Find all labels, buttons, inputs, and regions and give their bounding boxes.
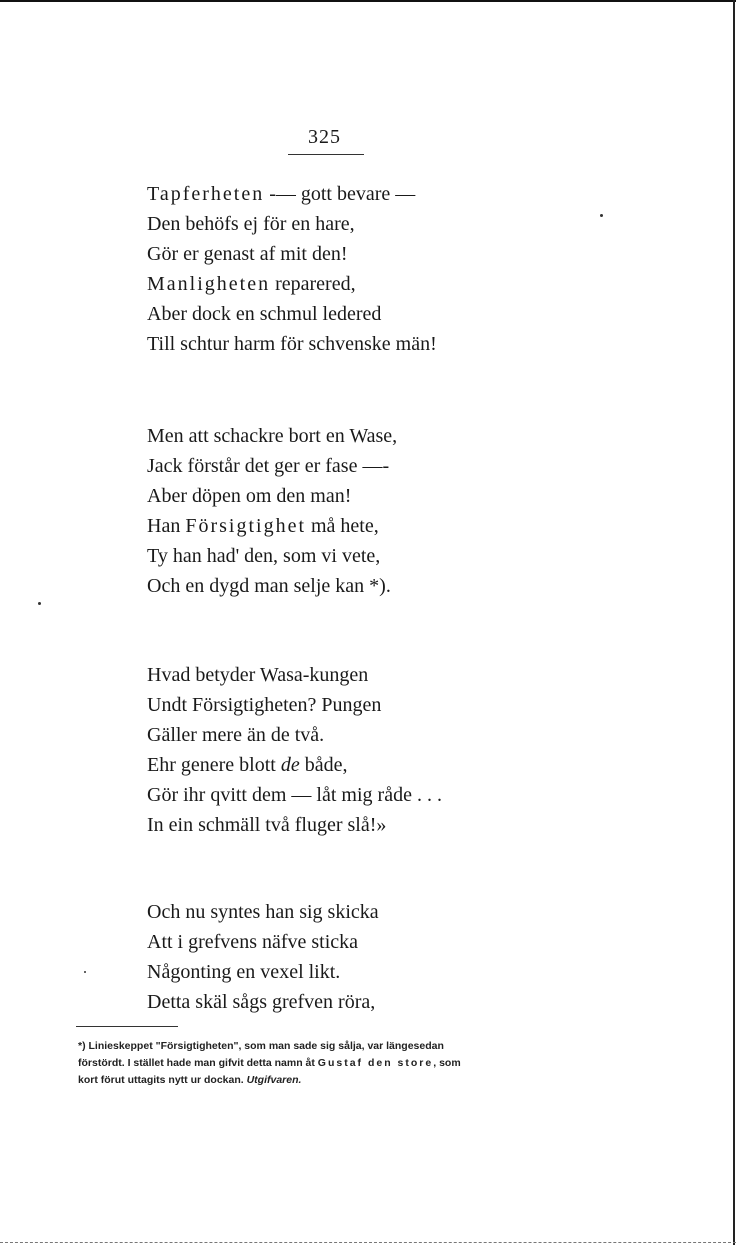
text-run: Jack förstår det ger er fase —- — [147, 455, 390, 477]
page-border-right — [733, 0, 735, 1245]
verse-line — [147, 541, 397, 571]
verse-line — [147, 690, 442, 720]
verse-line — [147, 987, 379, 1017]
stanza-4 — [147, 897, 379, 1017]
text-run: Gör er genast af mit den! — [147, 243, 348, 265]
text-run: kort förut uttagits nytt ur dockan. — [78, 1074, 247, 1086]
verse-line — [147, 897, 379, 927]
verse-line — [147, 421, 397, 451]
page-number: 325 — [308, 126, 341, 148]
text-run: Gäller mere än de två. — [147, 724, 325, 746]
page-border-bottom — [0, 1242, 736, 1244]
print-speck — [38, 602, 41, 605]
stanza-3 — [147, 660, 442, 840]
text-run: Och nu syntes han sig skicka — [147, 901, 379, 923]
text-run: , som — [433, 1057, 461, 1069]
page-number-rule — [288, 154, 364, 155]
text-run: reparered, — [270, 273, 356, 295]
text-run: *) Linieskeppet "Försigtigheten", som man sade sig sålja, var längesedan — [78, 1040, 444, 1052]
text-run: Till schtur harm för schvenske män! — [147, 333, 437, 355]
text-run: Aber döpen om den man! — [147, 485, 352, 507]
text-run: förstördt. I stället hade man gifvit detta namn åt — [78, 1057, 318, 1069]
text-run: både, — [299, 754, 348, 776]
text-run: Och en dygd man selje kan *). — [147, 575, 391, 597]
text-run: Att i grefvens näfve sticka — [147, 931, 359, 953]
text-run: Gör ihr qvitt dem — låt mig råde . . . — [147, 784, 442, 806]
verse-line — [147, 299, 437, 329]
text-run: Men att schackre bort en Wase, — [147, 425, 398, 447]
text-run: Aber dock en schmul ledered — [147, 303, 382, 325]
verse-line — [147, 329, 437, 359]
text-run: Någonting en vexel likt. — [147, 961, 341, 983]
text-run: In ein schmäll två fluger slå!» — [147, 814, 387, 836]
stanza-2 — [147, 421, 397, 601]
text-run: Den behöfs ej för en hare, — [147, 213, 355, 235]
text-run: Manligheten — [147, 273, 271, 295]
text-run: Ehr genere blott — [147, 754, 281, 776]
text-run: Hvad betyder Wasa-kungen — [147, 664, 369, 686]
text-run: Undt Försigtigheten? Pungen — [147, 694, 382, 716]
verse-line — [147, 269, 437, 299]
text-run: Utgifvaren. — [246, 1074, 302, 1086]
verse-line — [147, 451, 397, 481]
verse-line — [147, 750, 442, 780]
text-run: Ty han had' den, som vi vete, — [147, 545, 381, 567]
verse-line — [147, 780, 442, 810]
verse-line — [147, 511, 397, 541]
verse-line — [147, 239, 437, 269]
page-border-top — [0, 0, 736, 2]
footnote-line — [78, 1072, 608, 1089]
verse-line — [147, 660, 442, 690]
text-run: Försigtighet — [185, 515, 306, 537]
footnote — [78, 1038, 608, 1089]
verse-line — [147, 720, 442, 750]
verse-line — [147, 957, 379, 987]
verse-line — [147, 179, 437, 209]
verse-line — [147, 810, 442, 840]
print-speck — [84, 971, 86, 973]
text-run: Detta skäl sågs grefven röra, — [147, 991, 376, 1013]
verse-line — [147, 927, 379, 957]
text-run: de — [280, 754, 300, 776]
text-run: må hete, — [306, 515, 379, 537]
verse-line — [147, 481, 397, 511]
footnote-rule — [76, 1026, 178, 1027]
stanza-1 — [147, 179, 437, 359]
text-run: -— gott bevare — — [264, 183, 416, 205]
verse-line — [147, 571, 397, 601]
footnote-line — [78, 1055, 608, 1072]
text-run: Tapferheten — [147, 183, 265, 205]
text-run: Han — [147, 515, 186, 537]
text-run: Gustaf den store — [317, 1057, 434, 1069]
verse-line — [147, 209, 437, 239]
footnote-line — [78, 1038, 608, 1055]
print-speck — [600, 214, 603, 217]
